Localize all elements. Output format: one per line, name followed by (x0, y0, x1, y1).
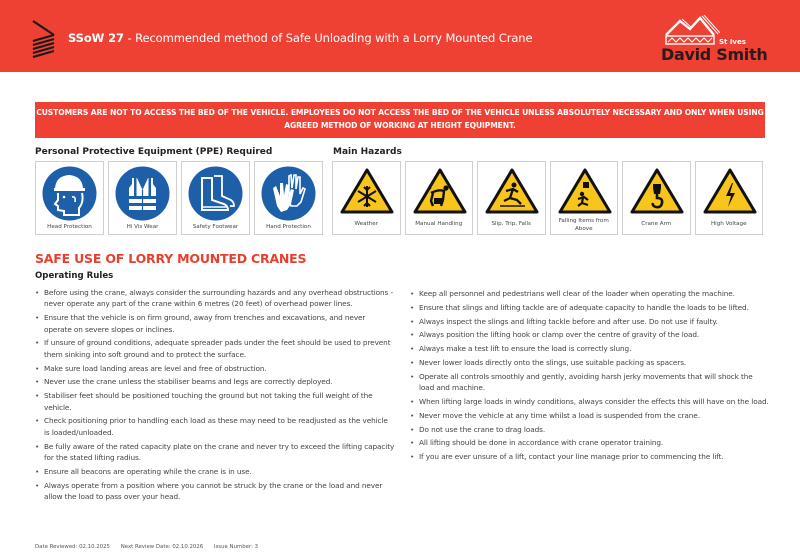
hazard-label: High Voltage (710, 221, 747, 227)
falling-object-icon (558, 167, 612, 215)
hazard-item-falling-items (550, 161, 619, 235)
snowflake-icon (340, 167, 394, 215)
rule-item: • Never use the crane unless the stabiliser beams and legs are correctly deployed. (35, 376, 395, 387)
rule-item: • Keep all personnel and pedestrians well clear of the loader when operating the machine. (410, 288, 770, 299)
section-subheading: Operating Rules (35, 271, 114, 281)
rule-item: • Ensure all beacons are operating while the crane is in use. (35, 466, 395, 477)
rule-item: • Before using the crane, always consider the surrounding hazards and any overhead obstructions - never operate any part of the crane within 6 metres (20 feet) of overhead power lines. (35, 287, 395, 310)
hazard-item-manual-handling (405, 161, 474, 235)
hazard-label: Slip, Trip, Falls (491, 221, 531, 227)
rule-item: • All lifting should be done in accordance with crane operator training. (410, 437, 770, 448)
rule-item: • Stabiliser feet should be positioned touching the ground but not taking the full weight of the vehicle. (35, 390, 395, 413)
footer (35, 544, 267, 550)
crane-hook-icon (630, 167, 684, 215)
safety-boot-icon (188, 166, 243, 221)
ppe-label: Safety Footwear (192, 224, 239, 230)
roof-logo-icon (664, 15, 720, 45)
rule-item: • Check positioning prior to handling each load as these may need to be readjusted as the vehicle is loaded/unloaded. (35, 415, 395, 438)
hazard-item-weather (332, 161, 401, 235)
rule-item: • Operate all controls smoothly and gently, avoiding harsh jerky movements that will shock the load and machine. (410, 371, 770, 394)
hard-hat-icon (42, 166, 97, 221)
rule-item: • Never move the vehicle at any time whilst a load is suspended from the crane. (410, 410, 770, 421)
ppe-item-hand-protection (254, 161, 323, 235)
hazard-label: Manual Handling (415, 221, 463, 227)
rule-item: • Be fully aware of the rated capacity plate on the crane and never try to exceed the lifting capacity for the stated lifting radius. (35, 441, 395, 464)
header-bar (0, 0, 800, 72)
ppe-label: Hi Vis Wear (126, 224, 159, 230)
rule-item: • Do not use the crane to drag loads. (410, 424, 770, 435)
hi-vis-vest-icon (115, 166, 170, 221)
lifting-person-icon (413, 167, 467, 215)
document-title (68, 31, 532, 45)
lightning-bolt-icon (703, 167, 757, 215)
rule-item: • If you are ever unsure of a lift, contact your line manage prior to commencing the lift. (410, 451, 770, 462)
rule-item: • Ensure that the vehicle is on firm ground, away from trenches and excavations, and never operate on severe slopes or inclines. (35, 312, 395, 335)
hazard-item-slip-trip-falls (477, 161, 546, 235)
ppe-label: Head Protection (47, 224, 92, 230)
rule-item: • Make sure load landing areas are level and free of obstruction. (35, 363, 395, 374)
hazards-list (332, 161, 763, 235)
rule-item: • Always make a test lift to ensure the load is correctly slung. (410, 343, 770, 354)
document-title-text: - Recommended method of Safe Unloading with a Lorry Mounted Crane (123, 31, 533, 45)
rule-item: • When lifting large loads in windy conditions, always consider the effects this will have on the load. (410, 396, 770, 407)
next-review-date: Next Review Date: 02.10.2026 (120, 544, 204, 550)
rule-item: • If unsure of ground conditions, adequate spreader pads under the feet should be used to prevent them sinking into soft ground and to protect the surface. (35, 337, 395, 360)
ppe-item-hi-vis-wear (108, 161, 177, 235)
hazard-label: Falling Items from Above (558, 218, 609, 232)
ppe-item-head-protection (35, 161, 104, 235)
warning-banner: CUSTOMERS ARE NOT TO ACCESS THE BED OF THE VEHICLE. EMPLOYEES DO NOT ACCESS THE BED OF THE VEHICLE UNLESS ABSOLUTELY NECESSARY AND ONLY WHEN USING AGREED METHOD OF WORKING AT HEIGHT EQUIPMENT. (35, 102, 765, 138)
hazard-item-crane-arm (622, 161, 691, 235)
rule-item: • Always operate from a position where you cannot be struck by the crane or the load and never allow the load to pass over your head. (35, 480, 395, 503)
brand-name: David Smith (661, 45, 768, 64)
hazard-label: Weather (354, 221, 379, 227)
rules-list-right (410, 288, 770, 465)
rule-item: • Never lower loads directly onto the slings, use suitable packing as spacers. (410, 357, 770, 368)
brand-location: St Ives (719, 38, 746, 46)
rule-item: • Always position the lifting hook or clamp over the centre of gravity of the load. (410, 329, 770, 340)
document-code: SSoW 27 (68, 31, 124, 45)
date-reviewed: Date Reviewed: 02.10.2025 (35, 544, 110, 550)
hazards-section-title: Main Hazards (333, 147, 402, 157)
ppe-section-title: Personal Protective Equipment (PPE) Required (35, 147, 273, 157)
gloves-icon (261, 166, 316, 221)
section-heading: SAFE USE OF LORRY MOUNTED CRANES (35, 251, 307, 266)
ppe-label: Hand Protection (266, 224, 311, 230)
stripes-logo-icon (32, 20, 56, 58)
issue-number: Issue Number: 3 (213, 544, 259, 550)
hazard-item-high-voltage (695, 161, 764, 235)
rule-item: • Always inspect the slings and lifting tackle before and after use. Do not use if faulty. (410, 316, 770, 327)
brand-logo (660, 15, 780, 65)
rules-list-left (35, 287, 395, 505)
ppe-list (35, 161, 323, 235)
slipping-person-icon (485, 167, 539, 215)
rule-item: • Ensure that slings and lifting tackle are of adequate capacity to handle the loads to be lifted. (410, 302, 770, 313)
ppe-item-safety-footwear (181, 161, 250, 235)
hazard-label: Crane Arm (641, 221, 672, 227)
